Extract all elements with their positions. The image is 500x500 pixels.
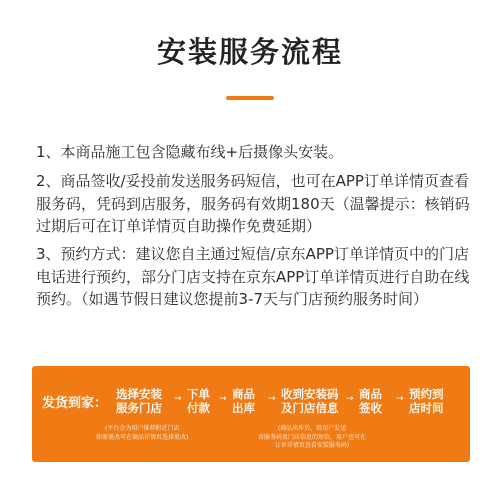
process-label: 发货到家： — [42, 396, 108, 411]
step-line: 付款 — [187, 401, 210, 415]
note-store — [96, 425, 188, 442]
paragraph-2: 2、商品签收/妥投前发送服务码短信，也可在APP订单详情页查看服务码，凭码到店服务，服务码有效期180天（温馨提示：核销码过期后可在订单详情页自助操作免费延期） — [36, 172, 470, 235]
step-select-store — [116, 387, 162, 415]
step-line: 商品 — [232, 387, 255, 401]
arrow-icon: → — [174, 394, 182, 404]
step-line: 预约到 — [409, 387, 444, 401]
step-line: 出库 — [232, 401, 255, 415]
step-line: 商品 — [359, 387, 382, 401]
arrow-icon: → — [219, 394, 227, 404]
process-banner — [32, 366, 470, 462]
step-sign — [359, 387, 382, 415]
note-line: 订单详情页查看安装服务码) — [274, 442, 350, 449]
step-line: 下单 — [187, 387, 210, 401]
page-title: 安装服务流程 — [156, 35, 343, 69]
paragraph-3: 3、预约方式：建议您自主通过短信/京东APP订单详情页中的门店电话进行预约，部分门店支持在京东APP订单详情页进行自助在线预约。（如遇节假日建议您提前3-7天与门店预约服务时间） — [36, 245, 470, 308]
arrow-icon: → — [346, 394, 354, 404]
step-line: 选择安装 — [116, 387, 162, 401]
note-line: 含服务码及门店信息的短信，用户也可在 — [258, 433, 367, 441]
note-line: (商品出库后，给用户发送 — [277, 425, 347, 432]
step-pay — [187, 387, 210, 415]
step-line: 签收 — [359, 401, 382, 415]
note-line: (平台会为用户推荐附近门店 — [105, 425, 180, 432]
step-receive-code — [281, 387, 339, 415]
step-line: 店时间 — [409, 401, 444, 415]
step-line: 收到安装码 — [281, 387, 339, 401]
title-underline — [226, 96, 274, 100]
step-outbound — [232, 387, 255, 415]
step-line: 及门店信息 — [281, 401, 339, 415]
note-code — [258, 425, 366, 451]
note-line: 如需更改可在商品详情页选择更改) — [96, 433, 189, 441]
paragraph-1: 1、本商品施工包含隐藏布线+后摄像头安装。 — [36, 143, 344, 161]
arrow-icon: → — [396, 394, 404, 404]
step-line: 服务门店 — [116, 401, 162, 415]
step-appointment — [409, 387, 444, 415]
arrow-icon: → — [268, 394, 276, 404]
